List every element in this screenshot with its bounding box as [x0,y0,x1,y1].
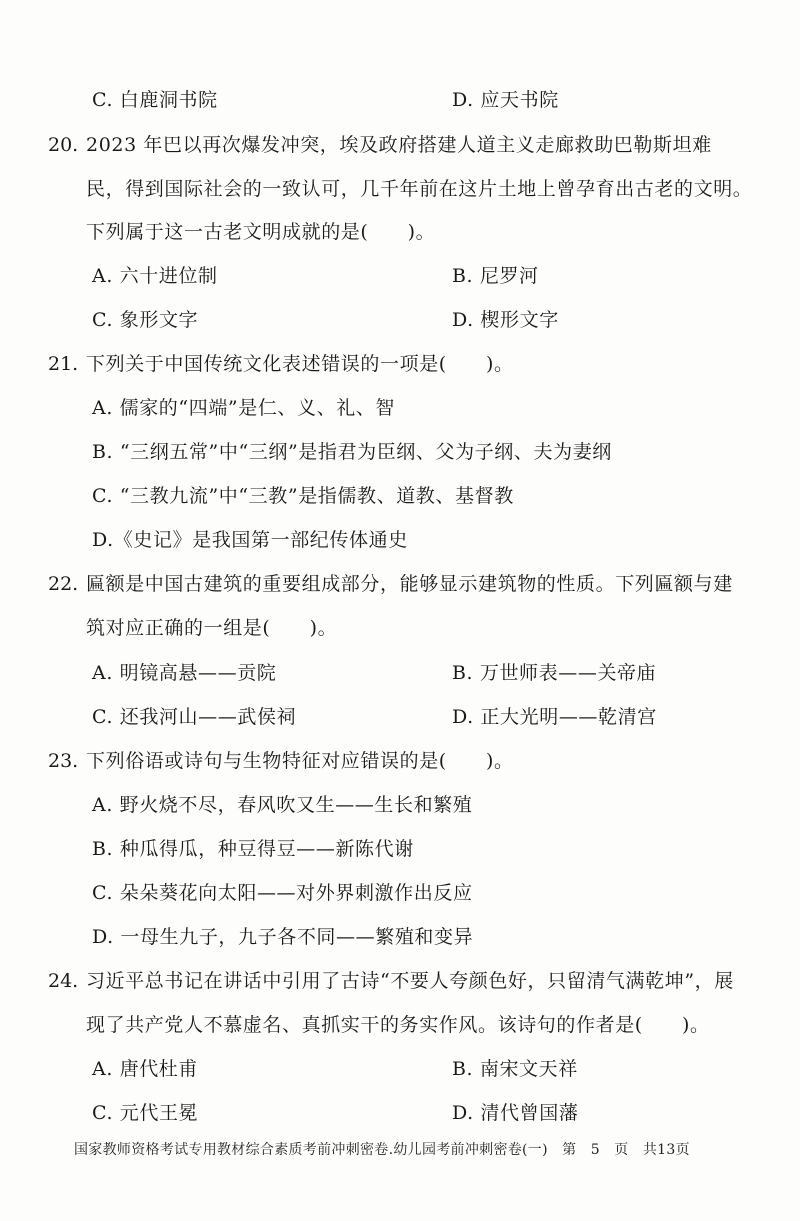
question-text: 下列关于中国传统文化表述错误的一项是( )。 [86,353,514,375]
option-a: A. 明镜高悬——贡院 [92,662,277,684]
question-number: 23. [48,750,79,772]
option-b: B. 尼罗河 [452,265,539,287]
page-footer: 国家教师资格考试专用教材综合素质考前冲刺密卷.幼儿园考前冲刺密卷(一) 第 5 页 共13页 [74,1142,690,1158]
question-number: 24. [48,970,79,992]
question-number: 21. [48,353,79,375]
question-text: 民，得到国际社会的一致认可，几千年前在这片土地上曾孕育出古老的文明。 [86,178,753,200]
option-b: B. 种瓜得瓜，种豆得豆——新陈代谢 [92,838,414,860]
option-d: D.《史记》是我国第一部纪传体通史 [92,529,408,551]
question-number: 20. [48,134,79,156]
option-d: D. 清代曾国藩 [452,1102,579,1124]
option-c: C. 朵朵葵花向太阳——对外界刺激作出反应 [92,882,473,904]
question-text: 习近平总书记在讲话中引用了古诗“不要人夸颜色好，只留清气满乾坤”，展 [86,970,734,992]
question-text: 下列属于这一古老文明成就的是( )。 [86,221,436,243]
question-number: 22. [48,573,79,595]
option-a: A. 儒家的“四端”是仁、义、礼、智 [92,397,396,419]
question-text: 2023 年巴以再次爆发冲突，埃及政府搭建人道主义走廊救助巴勒斯坦难 [86,134,712,156]
option-a: A. 六十进位制 [92,265,218,287]
option-a: A. 野火烧不尽，春风吹又生——生长和繁殖 [92,794,473,816]
question-text: 现了共产党人不慕虚名、真抓实干的务实作风。该诗句的作者是( )。 [86,1014,710,1036]
option-a: A. 唐代杜甫 [92,1058,199,1080]
option-c: C. “三教九流”中“三教”是指儒教、道教、基督教 [92,485,514,507]
option-d: D. 应天书院 [452,89,559,111]
option-d: D. 正大光明——乾清宫 [452,706,657,728]
option-c: C. 元代王冕 [92,1102,199,1124]
question-text: 筑对应正确的一组是( )。 [86,617,338,639]
question-text: 匾额是中国古建筑的重要组成部分，能够显示建筑物的性质。下列匾额与建 [86,573,733,595]
option-c: C. 白鹿洞书院 [92,89,218,111]
question-text: 下列俗语或诗句与生物特征对应错误的是( )。 [86,750,514,772]
option-b: B. “三纲五常”中“三纲”是指君为臣纲、父为子纲、夫为妻纲 [92,441,612,463]
option-b: B. 南宋文天祥 [452,1058,578,1080]
option-c: C. 象形文字 [92,309,199,331]
option-b: B. 万世师表——关帝庙 [452,662,657,684]
option-d: D. 楔形文字 [452,309,559,331]
option-c: C. 还我河山——武侯祠 [92,706,297,728]
option-d: D. 一母生九子，九子各不同——繁殖和变异 [92,926,474,948]
